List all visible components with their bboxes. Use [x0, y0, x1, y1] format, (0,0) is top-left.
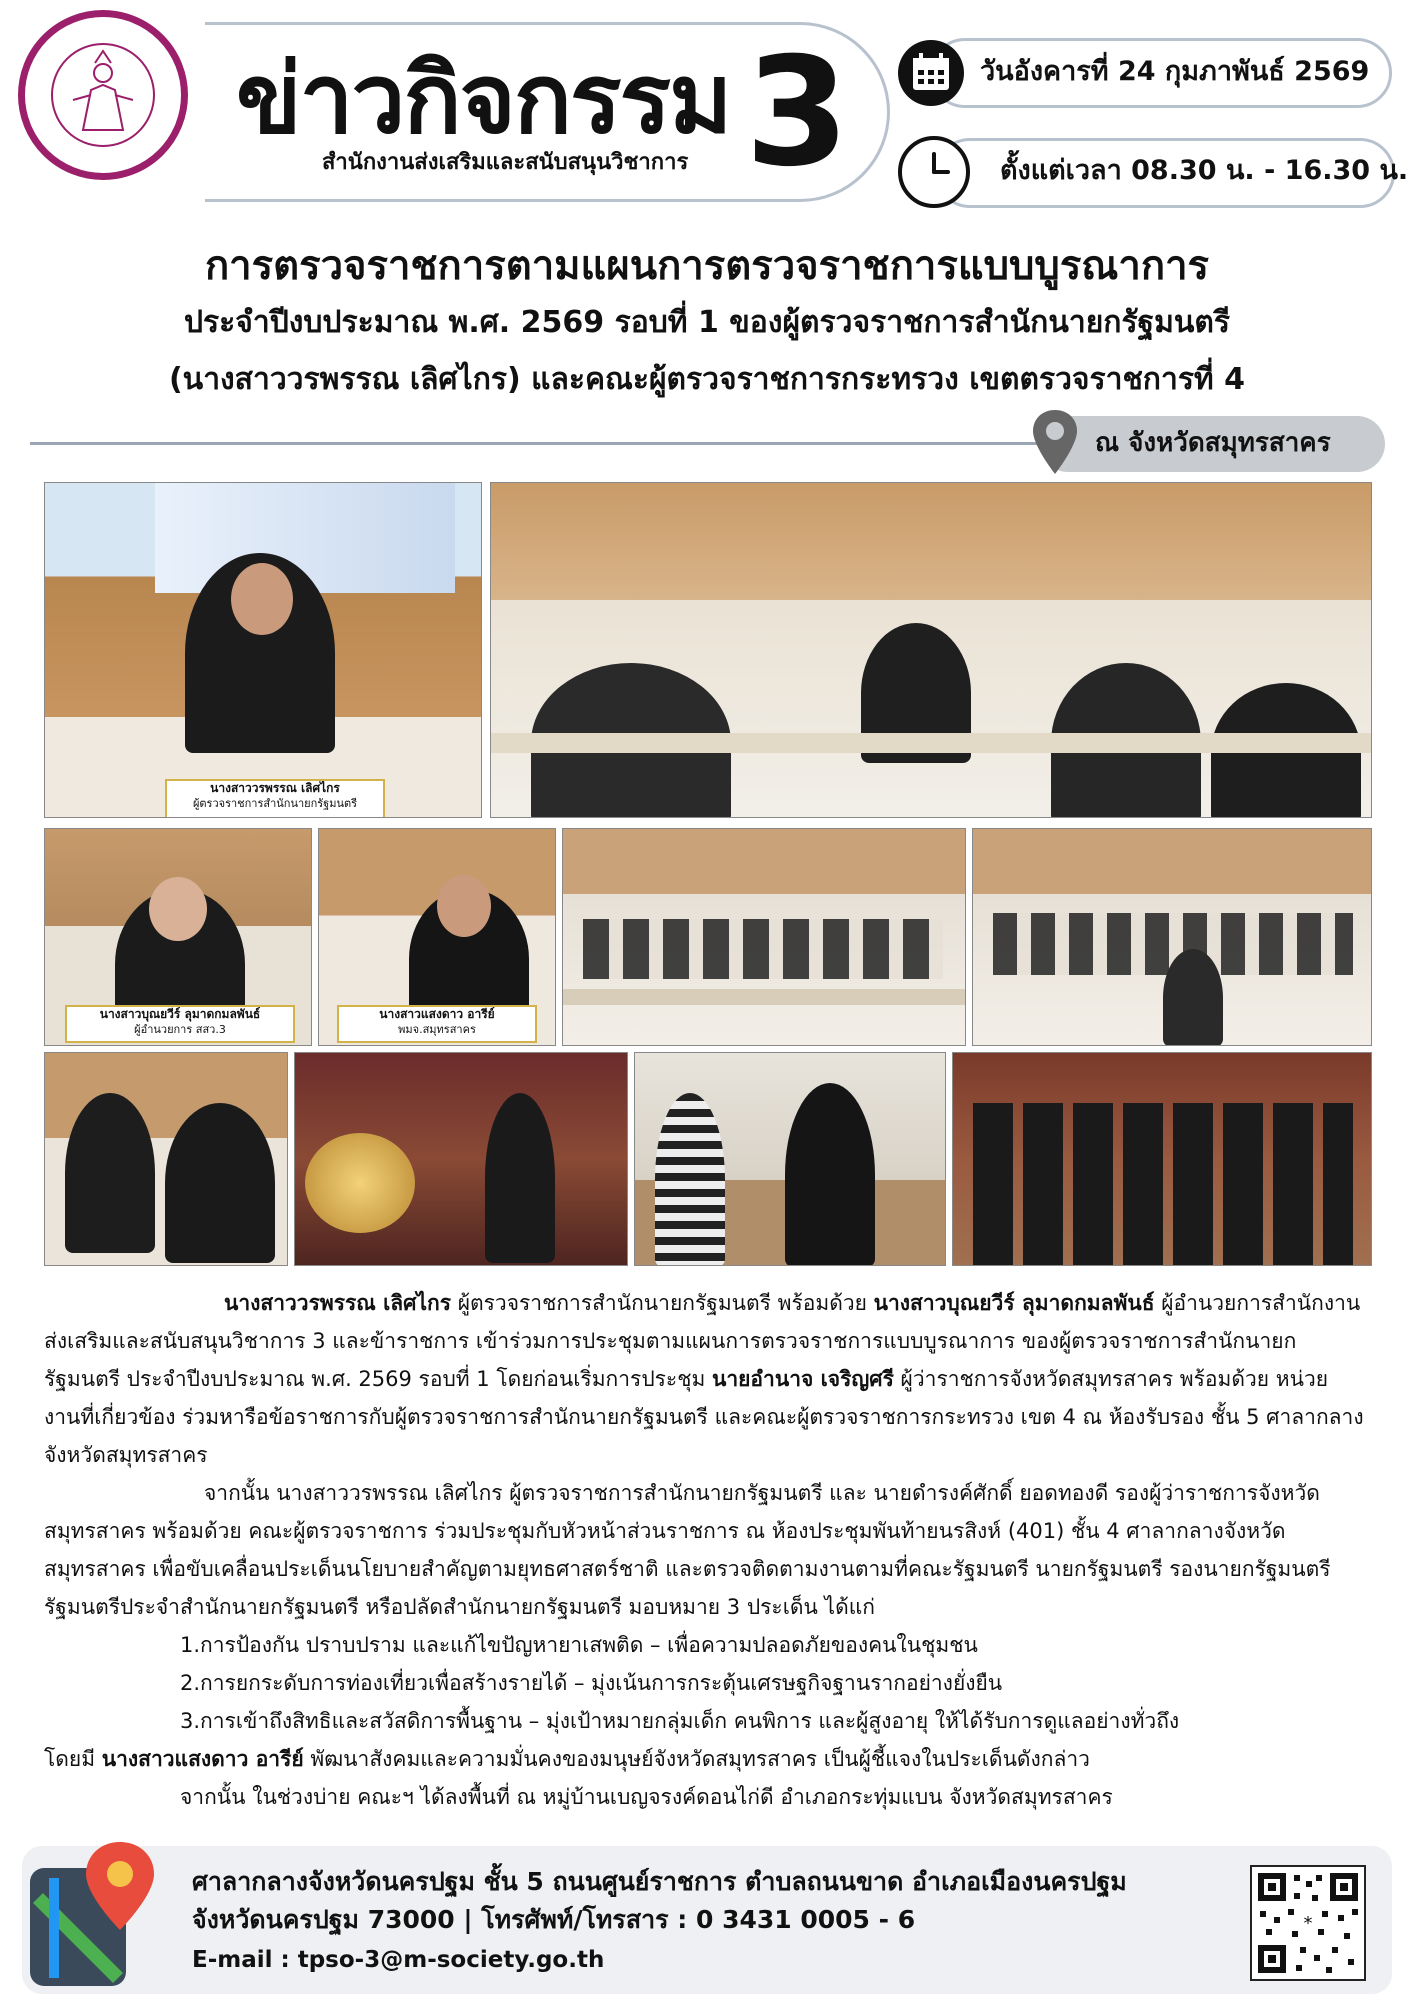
paragraph-1: [44, 1284, 1364, 1474]
agency-name: สำนักงานส่งเสริมและสนับสนุนวิชาการ: [322, 150, 689, 175]
event-location: ณ จังหวัดสมุทรสาคร: [1095, 428, 1331, 458]
photo-inspector-portrait: [44, 482, 482, 818]
location-pin-icon: [1030, 408, 1080, 478]
calendar-icon: [898, 40, 964, 106]
agency-logo: [18, 10, 188, 180]
photo-meeting-hall-1: [562, 828, 966, 1046]
caption-social-official: [337, 1005, 537, 1043]
paragraph-3: [44, 1740, 1364, 1778]
headline-line-1: การตรวจราชการตามแผนการตรวจราชการแบบบูรณาการ: [204, 243, 1210, 289]
footer-address: ศาลากลางจังหวัดนครปฐม ชั้น 5 ถนนศูนย์ราชการ ตำบลถนนขาด อำเภอเมืองนครปฐม: [192, 1867, 1127, 1896]
text-span: ผู้ว่าราชการจังหวัดสมุทรสาคร พร้อมด้วย หน่วยงานที่เกี่ยวข้อง ร่วมหารือข้อราชการกับผู้ตรวจราชการสำนักนายกรัฐมนตรี และคณะผู้ตรวจราชการกระทรวง เขต 4 ณ ห้องรับรอง ชั้น 5 ศาลากลางจังหวัดสมุทรสาคร: [44, 1367, 1364, 1467]
photo-meeting-hall-2: [972, 828, 1372, 1046]
name-director: นางสาวบุณยวีร์ ลุมาดกมลพันธ์: [873, 1291, 1155, 1315]
map-pin-icon: [24, 1838, 164, 1994]
text-span: โดยมี: [44, 1747, 102, 1771]
page-title: ข่าวกิจกรรม: [236, 43, 731, 155]
caption-name: นางสาววรพรรณ เลิศไกร: [210, 781, 340, 795]
photo-social-official-portrait: [318, 828, 556, 1046]
caption-name: นางสาวบุณยวีร์ ลุมาดกมลพันธ์: [99, 1007, 261, 1021]
headline-line-2: ประจำปีงบประมาณ พ.ศ. 2569 รอบที่ 1 ของผู้ตรวจราชการสำนักนายกรัฐมนตรี: [184, 305, 1230, 340]
photo-benjarong-display: [294, 1052, 628, 1266]
caption-role: ผู้ตรวจราชการสำนักนายกรัฐมนตรี: [192, 797, 358, 810]
logo-emblem: [51, 43, 155, 147]
svg-text:*: *: [1303, 1913, 1313, 1934]
paragraph-2: จากนั้น นางสาววรพรรณ เลิศไกร ผู้ตรวจราชการสำนักนายกรัฐมนตรี และ นายดำรงค์ศักดิ์ ยอดทองดี รองผู้ว่าราชการจังหวัดสมุทรสาคร พร้อมด้วย คณะผู้ตรวจราชการ ร่วมประชุมกับหัวหน้าส่วนราชการ ณ ห้องประชุมพันท้ายนรสิงห์ (401) ชั้น 4 ศาลากลางจังหวัดสมุทรสาคร เพื่อขับเคลื่อนประเด็นนโยบายสำคัญตามยุทธศาสตร์ชาติ และตรวจติดตามงานตามที่คณะรัฐมนตรี นายกรัฐมนตรี รองนายกรัฐมนตรี รัฐมนตรีประจำสำนักนายกรัฐมนตรี หรือปลัดสำนักนายกรัฐมนตรี มอบหมาย 3 ประเด็น ได้แก่: [44, 1481, 1331, 1619]
event-date: วันอังคารที่ 24 กุมภาพันธ์ 2569: [980, 56, 1370, 87]
caption-inspector: [165, 779, 385, 818]
text-span: ผู้ตรวจราชการสำนักนายกรัฐมนตรี พร้อมด้วย: [451, 1291, 874, 1315]
list-item-3: 3.การเข้าถึงสิทธิและสวัสดิการพื้นฐาน – มุ่งเป้าหมายกลุ่มเด็ก คนพิการ และผู้สูงอายุ ให้ได้รับการดูแลอย่างทั่วถึง: [180, 1709, 1180, 1733]
name-governor: นายอำนาจ เจริญศรี: [711, 1367, 894, 1391]
clock-icon: [898, 136, 970, 208]
headline-line-3: (นางสาววรพรรณ เลิศไกร) และคณะผู้ตรวจราชการกระทรวง เขตตรวจราชการที่ 4: [168, 362, 1246, 397]
photo-officials-seated: [44, 1052, 288, 1266]
agency-number: 3: [745, 26, 850, 200]
caption-role: ผู้อำนวยการ สสว.3: [134, 1023, 226, 1036]
caption-name: นางสาวแสงดาว อารีย์: [379, 1007, 495, 1021]
caption-role: พมจ.สมุทรสาคร: [398, 1023, 476, 1036]
event-time: ตั้งแต่เวลา 08.30 น. - 16.30 น.: [1000, 155, 1409, 186]
footer-email[interactable]: E-mail : tpso-3@m-society.go.th: [192, 1947, 605, 1973]
footer-contact: จังหวัดนครปฐม 73000 | โทรศัพท์/โทรสาร : 0 3431 0005 - 6: [192, 1905, 916, 1934]
headline-divider: [30, 442, 1060, 445]
list-item-2: 2.การยกระดับการท่องเที่ยวเพื่อสร้างรายได้ – มุ่งเน้นการกระตุ้นเศรษฐกิจฐานรากอย่างยั่งยืน: [180, 1671, 1003, 1695]
photo-director-portrait: [44, 828, 312, 1046]
photo-group: [952, 1052, 1372, 1266]
photo-village-visit: [634, 1052, 946, 1266]
name-inspector: นางสาววรพรรณ เลิศไกร: [224, 1291, 452, 1315]
name-social-official: นางสาวแสงดาว อารีย์: [101, 1747, 304, 1771]
text-span: ผู้อำนวยการสำนักงานส่งเสริมและสนับสนุนวิชาการ 3 และข้าราชการ เข้าร่วมการประชุมตามแผนการตรวจราชการแบบบูรณาการ ของผู้ตรวจราชการสำนักนายกรัฐมนตรี ประจำปีงบประมาณ พ.ศ. 2569 รอบที่ 1 โดยก่อนเริ่มการประชุม: [44, 1291, 1361, 1391]
qr-code-icon: [1250, 1865, 1366, 1981]
photo-meeting-room: [490, 482, 1372, 818]
list-item-1: 1.การป้องกัน ปราบปราม และแก้ไขปัญหายาเสพติด – เพื่อความปลอดภัยของคนในชุมชน: [180, 1633, 978, 1657]
caption-director: [65, 1005, 295, 1043]
paragraph-4: จากนั้น ในช่วงบ่าย คณะฯ ได้ลงพื้นที่ ณ หมู่บ้านเบญจรงค์ดอนไก่ดี อำเภอกระทุ่มแบน จังหวัดสมุทรสาคร: [180, 1785, 1113, 1809]
text-span: พัฒนาสังคมและความมั่นคงของมนุษย์จังหวัดสมุทรสาคร เป็นผู้ชี้แจงในประเด็นดังกล่าว: [303, 1747, 1090, 1771]
